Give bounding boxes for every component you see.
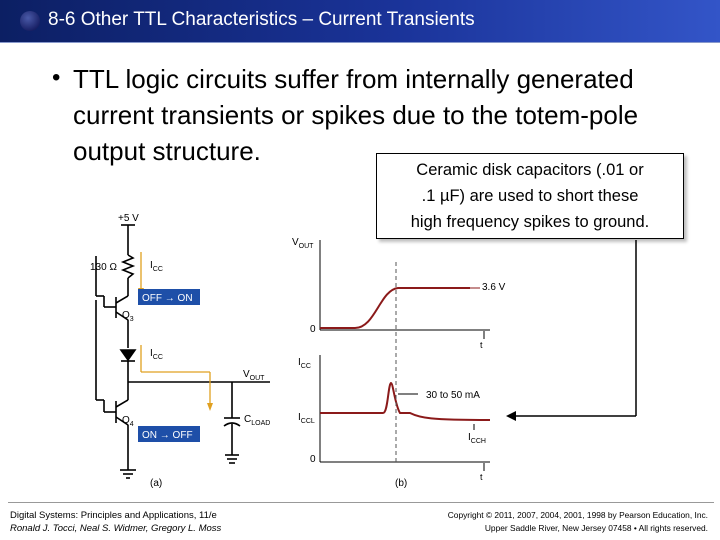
t1-label: t bbox=[480, 340, 483, 350]
q3-label: $Q_3$ bbox=[122, 310, 134, 323]
footer-authors: Ronald J. Tocci, Neal S. Widmer, Gregory L. Moss bbox=[10, 523, 222, 534]
vout-label: $V_{OUT}$ bbox=[243, 369, 265, 382]
q4-label: $Q_4$ bbox=[122, 415, 134, 428]
waveforms-caption: (b) bbox=[395, 478, 408, 489]
footer-address-line: Upper Saddle River, New Jersey 07458 • All rights reserved. bbox=[484, 523, 708, 533]
zero-bottom-label: 0 bbox=[310, 454, 316, 465]
footer-copyright-line: Copyright © 2011, 2007, 2004, 2001, 1998 by Pearson Education, Inc. bbox=[447, 510, 708, 520]
bullet-text: TTL logic circuits suffer from internally generated current transients or spikes due to the totem-pole output structure. bbox=[73, 64, 639, 166]
resistor-label: 130 Ω bbox=[90, 262, 117, 273]
t2-label: t bbox=[480, 472, 483, 482]
icc2-label: $I_{CC}$ bbox=[150, 348, 163, 361]
high-level-label: 3.6 V bbox=[482, 282, 506, 293]
zero-top-label: 0 bbox=[310, 324, 316, 335]
icc-axis-label: $I_{CC}$ bbox=[298, 357, 311, 370]
callout-line: high frequency spikes to ground. bbox=[410, 213, 650, 231]
cload-label: $C_{LOAD}$ bbox=[244, 414, 271, 427]
footer-copyright bbox=[448, 509, 708, 535]
icch-label: $I_{CCH}$ bbox=[468, 432, 486, 445]
spike-label: 30 to 50 mA bbox=[426, 390, 480, 401]
slide-title: 8-6 Other TTL Characteristics – Current Transients bbox=[48, 9, 475, 30]
waveforms bbox=[320, 240, 490, 471]
vout-axis-label: $V_{OUT}$ bbox=[292, 237, 314, 250]
supply-label: +5 V bbox=[118, 213, 139, 224]
callout-arrow bbox=[506, 240, 636, 421]
footer-divider bbox=[8, 502, 714, 503]
circuit-caption: (a) bbox=[150, 478, 163, 489]
footer-citation bbox=[10, 509, 221, 535]
callout-line: .1 µF) are used to short these bbox=[421, 187, 639, 205]
callout-line: Ceramic disk capacitors (.01 or bbox=[416, 161, 644, 179]
footer-book-title: Digital Systems: Principles and Applications, 11/e bbox=[10, 510, 217, 521]
icc-label: $I_{CC}$ bbox=[150, 260, 163, 273]
q3-state-label: OFF → ON bbox=[142, 293, 193, 304]
current-arrows bbox=[138, 252, 213, 411]
iccl-axis-label: $I_{CCL}$ bbox=[298, 412, 315, 425]
bullet-icon: • bbox=[52, 64, 61, 91]
capacitor-callout bbox=[376, 153, 684, 239]
q4-state-label: ON → OFF bbox=[142, 430, 193, 441]
